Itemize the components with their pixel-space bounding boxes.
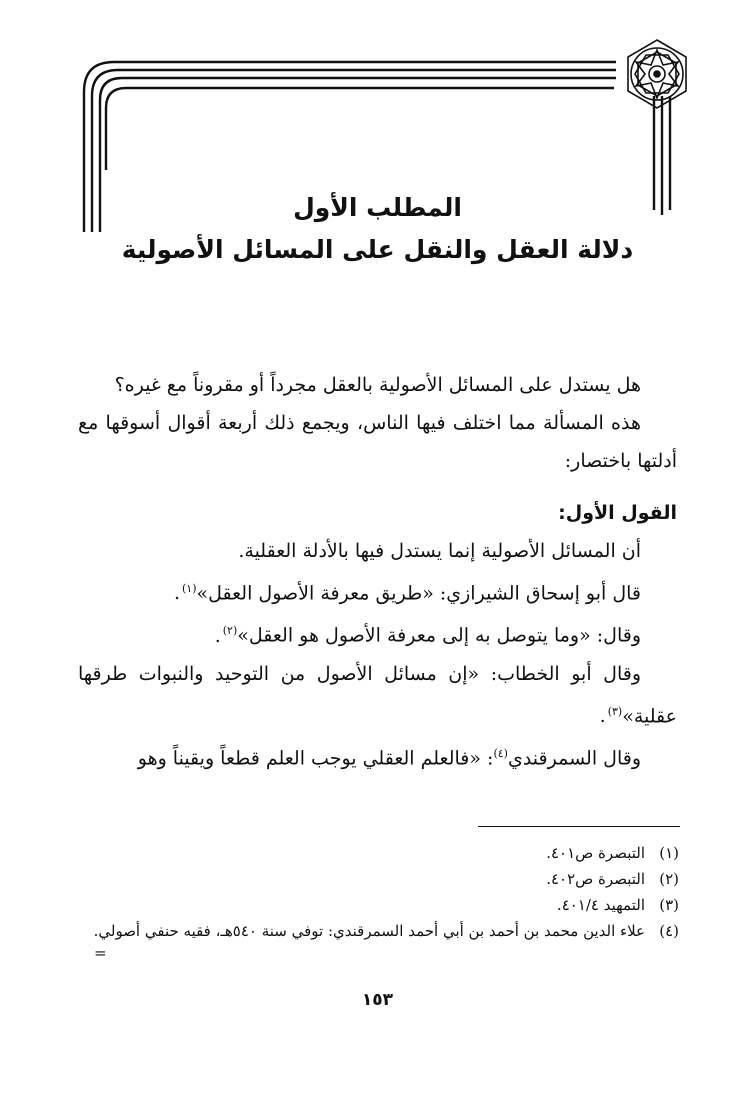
quote-shirazi-2: وقال: «وما يتوصل به إلى معرفة الأصول هو العقل»$^{(٢)}$. <box>214 624 641 647</box>
section-title: المطلب الأول <box>293 193 462 222</box>
footnotes <box>78 840 679 944</box>
footnote-continuation-mark: = <box>94 944 107 962</box>
footnote-ref: (٢) <box>222 624 238 638</box>
footnote-ref: (١) <box>182 582 197 595</box>
star-rosette-icon <box>628 40 686 108</box>
page-number: ١٥٣ <box>361 990 394 1010</box>
footnote: (٢) التبصرة ص٤٠٢. <box>546 870 679 888</box>
quote-abu-khattab: وقال أبو الخطاب: «إن مسائل الأصول من التوحيد والنبوات طرقها عقلية»$^{(٣)}$. <box>78 662 677 727</box>
question-paragraph: هل يستدل على المسائل الأصولية بالعقل مجرداً أو مقروناً مع غيره؟ <box>114 374 641 396</box>
footnote-ref: (٤) <box>493 746 508 760</box>
main-text <box>78 366 677 777</box>
footnote-divider <box>478 826 680 827</box>
first-opinion-heading: القول الأول: <box>558 502 677 524</box>
intro-paragraph: هذه المسألة مما اختلف فيها الناس، ويجمع ذلك أربعة أقوال أسوقها مع أدلتها باختصار: <box>78 412 677 472</box>
footnote-ref: (٣) <box>607 704 623 718</box>
section-subtitle: دلالة العقل والنقل على المسائل الأصولية <box>121 235 634 264</box>
footnote: (١) التبصرة ص٤٠١. <box>546 844 679 862</box>
quote-shirazi-1: قال أبو إسحاق الشيرازي: «طريق معرفة الأصول العقل»$^{(١)}$. <box>173 582 641 605</box>
footnote: (٤) علاء الدين محمد بن أحمد بن أبي أحمد السمرقندي: توفي سنة ٥٤٠هـ، فقيه حنفي أصولي. <box>93 922 679 940</box>
first-opinion-text: أن المسائل الأصولية إنما يستدل فيها بالأدلة العقلية. <box>238 540 641 562</box>
quote-samarqandi: وقال السمرقندي$^{(٤)}$: «فالعلم العقلي يوجب العلم قطعاً ويقيناً وهو <box>137 746 641 770</box>
section-titles <box>80 188 675 272</box>
footnote: (٣) التمهيد ٤٠١/٤. <box>556 896 679 914</box>
